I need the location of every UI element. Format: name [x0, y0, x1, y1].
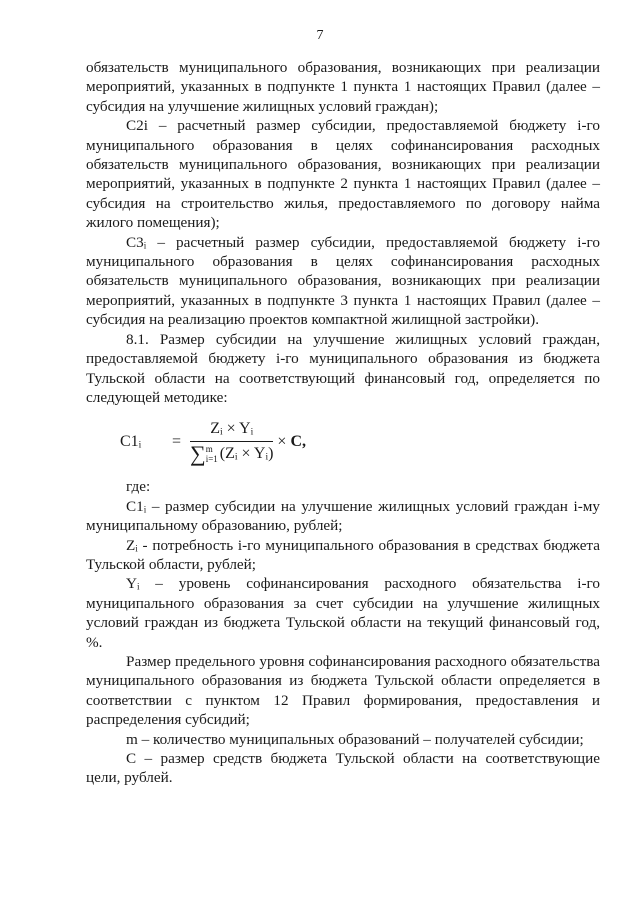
sum-limits — [206, 444, 218, 464]
formula-c: C, — [290, 432, 307, 450]
paragraph-yi-definition: Yᵢ – уровень софинансирования расходного обязательства i-го муниципального образования за счет субсидии на улучшение жилищных условий граждан из бюджета Тульской области на текущий финансовый год, %. — [86, 575, 600, 651]
paragraph-continuation: обязательств муниципального образования, возникающих при реализации мероприятий, указанных в подпункте 1 пункта 1 настоящих Правил (далее – субсидия на улучшение жилищных условий граждан); — [86, 59, 600, 115]
paragraph-zi-definition: Zᵢ - потребность i-го муниципального образования в средствах бюджета Тульской области, рублей; — [86, 536, 600, 573]
formula-equals: = — [172, 432, 182, 450]
page-number: 7 — [316, 28, 324, 43]
formula-c1i — [120, 413, 600, 469]
paragraph-limit-level: Размер предельного уровня софинансирования расходного обязательства муниципального образования из бюджета Тульской области определяется в соответствии с пунктом 12 Правил формирования, предоставления и распределения субсидий; — [86, 652, 600, 729]
denominator-term: (Zᵢ × Yᵢ) — [219, 444, 274, 462]
document-body — [86, 58, 600, 788]
formula-numerator: Zᵢ × Yᵢ — [210, 420, 254, 438]
paragraph-c-definition: С – размер средств бюджета Тульской области на соответствующие цели, рублей. — [86, 750, 600, 787]
formula-lhs: C1ᵢ — [120, 432, 142, 450]
paragraph-c3i-definition: С3ᵢ – расчетный размер субсидии, предоставляемой бюджету i-го муниципального образования в целях софинансирования расходных обязательств муниципального образования, возникающих при реализации мероприятий, указанных в подпункте 3 пункта 1 настоящих Правил (далее – субсидия на реализацию проектов компактной жилищной застройки). — [86, 233, 600, 329]
formula-multiply: × — [277, 432, 287, 450]
paragraph-c1i-definition: С1ᵢ – размер субсидии на улучшение жилищных условий граждан i-му муниципальному образованию, рублей; — [86, 497, 600, 535]
paragraph-where: где: — [126, 478, 151, 496]
formula-denominator — [190, 442, 273, 464]
paragraph-m-definition: m – количество муниципальных образований – получателей субсидии; — [126, 730, 584, 748]
sum-lower-limit: i=1 — [205, 453, 218, 464]
formula-fraction — [190, 419, 274, 466]
sum-symbol: ∑ — [190, 440, 206, 466]
sum-upper-limit: m — [205, 443, 213, 454]
formula-tail — [277, 432, 306, 451]
paragraph-c2i-definition: С2i – расчетный размер субсидии, предоставляемой бюджету i-го муниципального образования в целях софинансирования расходных обязательств муниципального образования, возникающих при реализации мероприятий, указанных в подпункте 2 пункта 1 настоящих Правил (далее – субсидия на строительство жилья, предоставляемого по договору найма жилого помещения); — [86, 117, 600, 232]
paragraph-8-1: 8.1. Размер субсидии на улучшение жилищных условий граждан, предоставляемой бюджету i-го муниципального образования из бюджета Тульской области на соответствующий финансовый год, определяется по следующей методике: — [86, 330, 600, 406]
